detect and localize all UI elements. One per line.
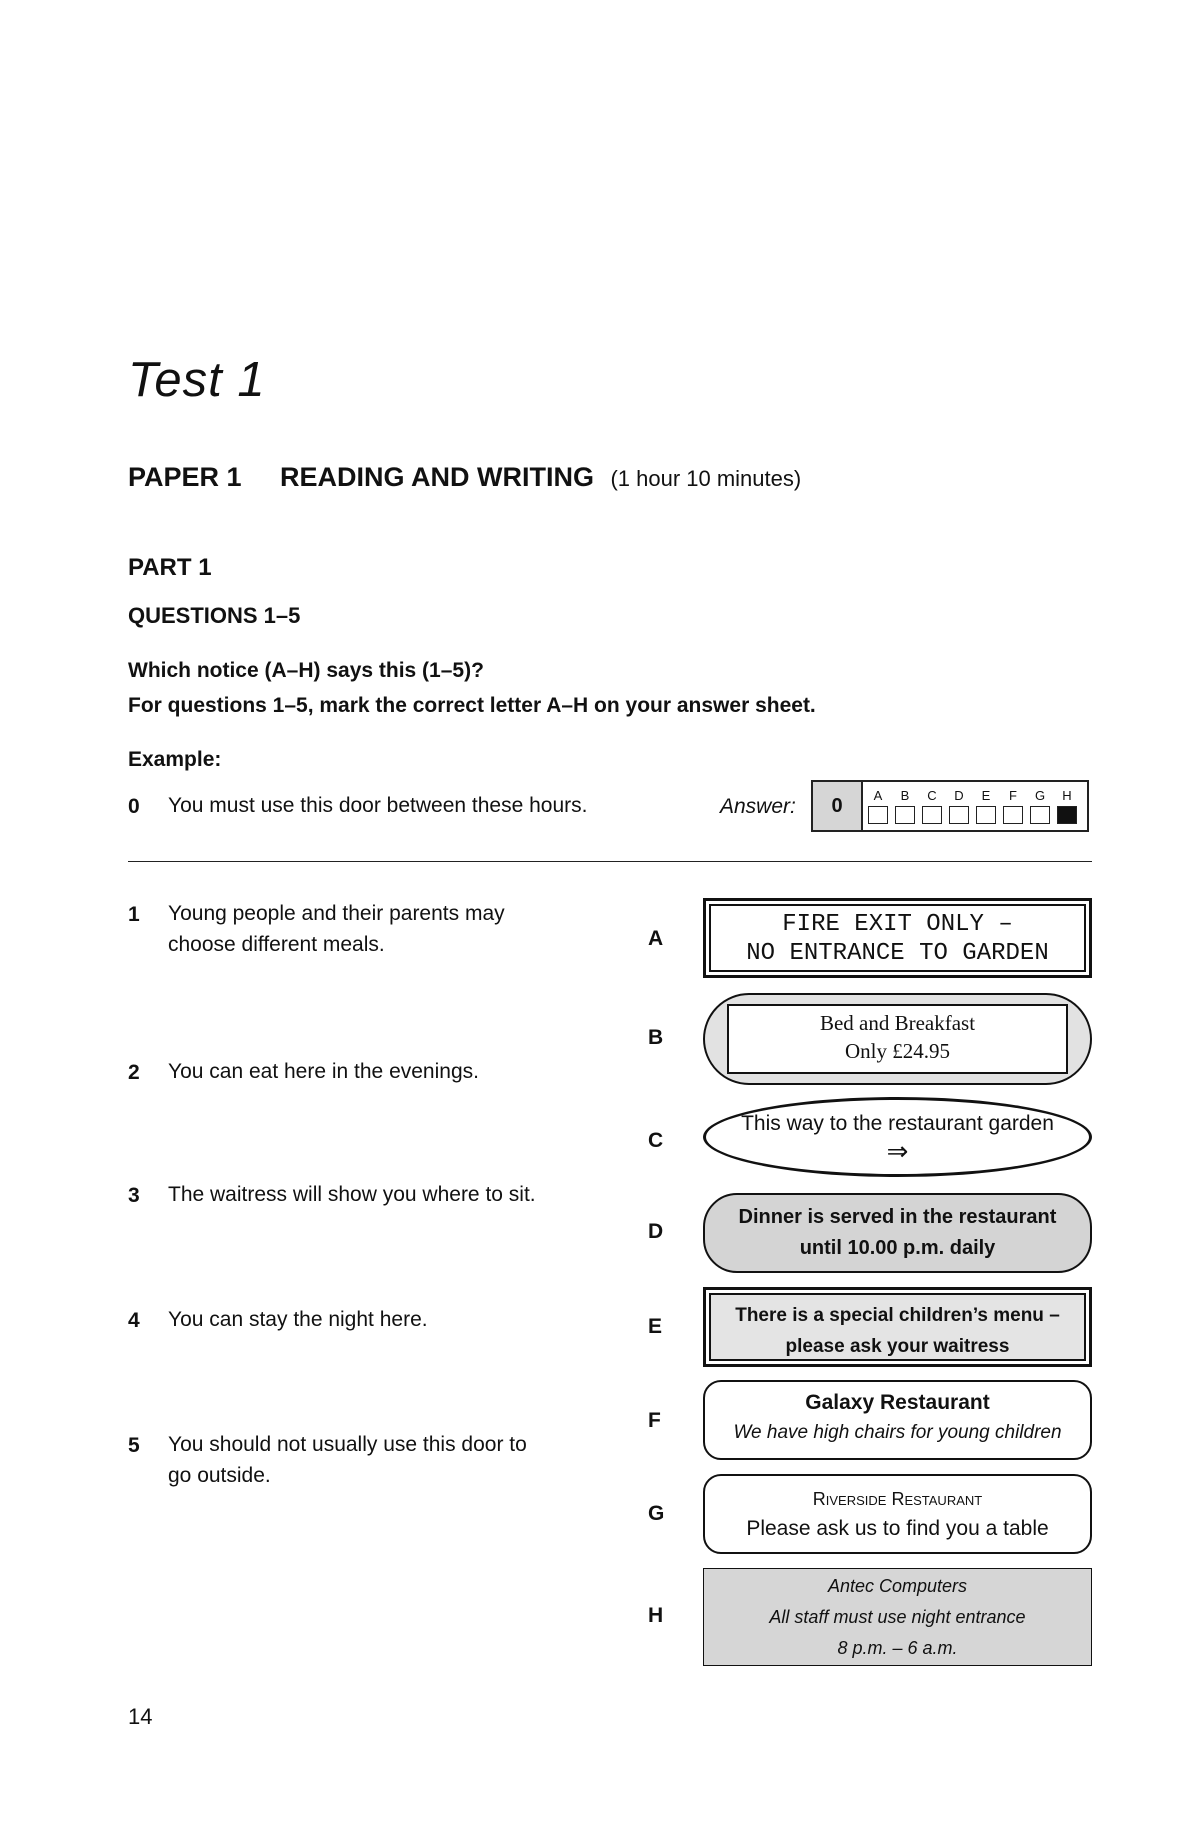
option-letter: C bbox=[927, 788, 937, 803]
answer-option-g[interactable] bbox=[1029, 788, 1051, 830]
notice-letter-b: B bbox=[648, 1026, 664, 1049]
question-5-line-1: You should not usually use this door to bbox=[168, 1433, 527, 1456]
paper-heading bbox=[128, 462, 801, 493]
option-box-selected bbox=[1057, 806, 1077, 824]
questions-range: QUESTIONS 1–5 bbox=[128, 603, 301, 628]
notice-d-line-1: Dinner is served in the restaurant bbox=[738, 1206, 1057, 1228]
option-letter: G bbox=[1034, 788, 1046, 803]
example-answer-box bbox=[811, 780, 1089, 832]
question-2-text: You can eat here in the evenings. bbox=[168, 1060, 479, 1083]
answer-option-a[interactable] bbox=[867, 788, 889, 830]
option-box bbox=[949, 806, 969, 824]
notice-e-line-1: There is a special children’s menu – bbox=[735, 1305, 1060, 1326]
answer-option-h[interactable] bbox=[1056, 788, 1078, 830]
question-3-number: 3 bbox=[128, 1184, 140, 1207]
answer-option-f[interactable] bbox=[1002, 788, 1024, 830]
question-3-text: The waitress will show you where to sit. bbox=[168, 1183, 536, 1206]
question-1-text bbox=[168, 898, 588, 960]
question-5-number: 5 bbox=[128, 1434, 140, 1457]
notice-a-line-2: NO ENTRANCE TO GARDEN bbox=[746, 940, 1049, 967]
notice-a bbox=[703, 898, 1092, 978]
notice-letter-d: D bbox=[648, 1220, 664, 1243]
notice-f-subtitle: We have high chairs for young children bbox=[733, 1422, 1062, 1443]
option-letter: E bbox=[981, 788, 991, 803]
question-1-number: 1 bbox=[128, 903, 140, 926]
notice-letter-g: G bbox=[648, 1502, 665, 1525]
notice-e-line-2: please ask your waitress bbox=[785, 1336, 1010, 1357]
notice-d bbox=[703, 1193, 1092, 1273]
test-title: Test 1 bbox=[128, 353, 266, 407]
example-label: Example: bbox=[128, 748, 222, 771]
answer-number: 0 bbox=[813, 782, 863, 830]
instruction-2: For questions 1–5, mark the correct letter A–H on your answer sheet. bbox=[128, 694, 816, 717]
paper-label: PAPER 1 bbox=[128, 462, 242, 492]
option-box bbox=[922, 806, 942, 824]
notice-a-line-1: FIRE EXIT ONLY – bbox=[782, 911, 1013, 938]
question-5-line-2: go outside. bbox=[168, 1464, 271, 1487]
answer-option-d[interactable] bbox=[948, 788, 970, 830]
notice-c bbox=[703, 1097, 1092, 1177]
notice-letter-h: H bbox=[648, 1604, 664, 1627]
answer-option-b[interactable] bbox=[894, 788, 916, 830]
notice-h-line-1: Antec Computers bbox=[827, 1576, 968, 1596]
paper-duration: (1 hour 10 minutes) bbox=[610, 466, 802, 491]
option-letter: A bbox=[873, 788, 883, 803]
question-4-text: You can stay the night here. bbox=[168, 1308, 428, 1331]
notice-h bbox=[703, 1568, 1092, 1666]
option-box bbox=[868, 806, 888, 824]
option-box bbox=[976, 806, 996, 824]
answer-option-c[interactable] bbox=[921, 788, 943, 830]
notice-b-line-2: Only £24.95 bbox=[845, 1039, 950, 1063]
notice-f bbox=[703, 1380, 1092, 1460]
question-1-line-1: Young people and their parents may bbox=[168, 902, 505, 925]
notice-letter-a: A bbox=[648, 927, 664, 950]
paper-title: READING AND WRITING bbox=[280, 462, 594, 492]
notice-b-line-1: Bed and Breakfast bbox=[819, 1011, 976, 1035]
right-arrow-icon: ⇒ bbox=[886, 1136, 909, 1166]
part-heading: PART 1 bbox=[128, 554, 212, 581]
option-letter: F bbox=[1009, 788, 1017, 803]
answer-label: Answer: bbox=[720, 795, 796, 818]
page-number: 14 bbox=[128, 1704, 153, 1729]
notice-letter-c: C bbox=[648, 1129, 664, 1152]
notice-letter-f: F bbox=[648, 1409, 661, 1432]
option-letter: B bbox=[900, 788, 910, 803]
question-5-text bbox=[168, 1429, 588, 1491]
notice-b bbox=[703, 993, 1092, 1085]
notice-letter-e: E bbox=[648, 1315, 663, 1338]
notice-g-title: Riverside Restaurant bbox=[812, 1489, 983, 1509]
question-2-number: 2 bbox=[128, 1061, 140, 1084]
notice-g bbox=[703, 1474, 1092, 1554]
answer-grid bbox=[863, 782, 1087, 830]
option-box bbox=[895, 806, 915, 824]
notice-h-line-2: All staff must use night entrance bbox=[769, 1607, 1026, 1627]
answer-option-e[interactable] bbox=[975, 788, 997, 830]
notice-c-line-1: This way to the restaurant garden bbox=[741, 1112, 1054, 1135]
notice-f-title: Galaxy Restaurant bbox=[805, 1391, 990, 1414]
example-number: 0 bbox=[128, 795, 140, 818]
notice-g-subtitle: Please ask us to find you a table bbox=[746, 1517, 1049, 1540]
question-4-number: 4 bbox=[128, 1309, 140, 1332]
notice-d-line-2: until 10.00 p.m. daily bbox=[799, 1237, 996, 1259]
question-1-line-2: choose different meals. bbox=[168, 933, 385, 956]
option-letter: D bbox=[954, 788, 964, 803]
option-box bbox=[1003, 806, 1023, 824]
example-text: You must use this door between these hours. bbox=[168, 794, 588, 817]
notice-e bbox=[703, 1287, 1092, 1367]
instruction-1: Which notice (A–H) says this (1–5)? bbox=[128, 659, 484, 682]
option-letter: H bbox=[1062, 788, 1072, 803]
option-box bbox=[1030, 806, 1050, 824]
notice-h-line-3: 8 p.m. – 6 a.m. bbox=[837, 1638, 958, 1658]
divider bbox=[128, 861, 1092, 862]
